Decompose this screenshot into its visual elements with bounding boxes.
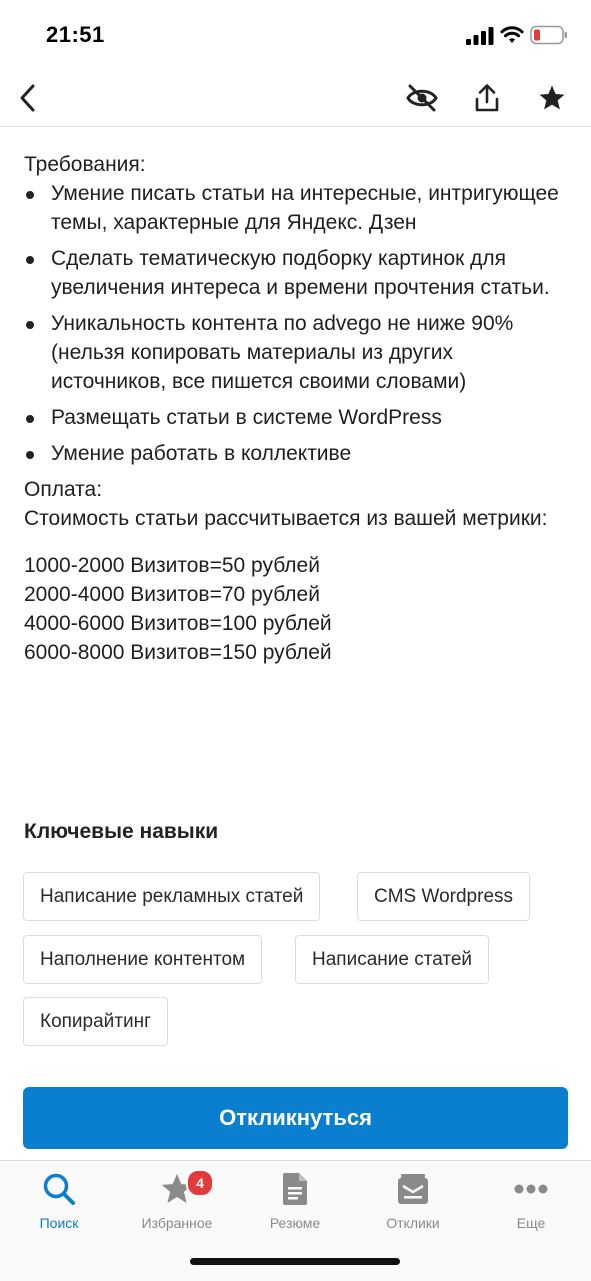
tab-more[interactable]: [476, 1169, 586, 1239]
skill-chip[interactable]: CMS Wordpress: [357, 872, 530, 921]
share-icon: [474, 83, 500, 113]
list-item: Размещать статьи в системе WordPress: [24, 403, 569, 432]
list-item: Сделать тематическую подборку картинок для увеличения интереса и времени прочтения статьи.: [24, 244, 569, 302]
back-button[interactable]: [8, 78, 48, 118]
list-item: Умение работать в коллективе: [24, 439, 569, 468]
tab-favorites[interactable]: [122, 1169, 232, 1239]
rate-line: 4000-6000 Визитов=100 рублей: [24, 612, 332, 635]
inbox-icon: [396, 1172, 430, 1206]
list-item: Уникальность контента по advego не ниже 90% (нельзя копировать материалы из других источников, все пишется своими словами): [24, 309, 569, 396]
nav-bar: [0, 70, 591, 127]
favorite-button[interactable]: [532, 78, 572, 118]
tab-label: Поиск: [39, 1215, 79, 1231]
home-indicator: [190, 1258, 400, 1265]
skill-chip[interactable]: Наполнение контентом: [23, 935, 262, 984]
document-icon: [281, 1172, 309, 1206]
status-bar: [0, 0, 591, 70]
star-icon: [538, 84, 566, 112]
rates-list: [24, 551, 569, 667]
vacancy-description: [24, 150, 569, 667]
rate-line: 6000-8000 Визитов=150 рублей: [24, 641, 332, 664]
skill-chip[interactable]: Написание рекламных статей: [23, 872, 320, 921]
tab-label: Отклики: [386, 1215, 440, 1231]
tab-resume[interactable]: [240, 1169, 350, 1239]
chevron-left-icon: [17, 83, 39, 113]
skill-chip[interactable]: Написание статей: [295, 935, 489, 984]
respond-button[interactable]: Откликнуться: [23, 1087, 568, 1149]
hide-vacancy-button[interactable]: [402, 78, 442, 118]
share-button[interactable]: [467, 78, 507, 118]
rate-line: 2000-4000 Визитов=70 рублей: [24, 583, 320, 606]
more-icon: [513, 1183, 549, 1195]
tab-label: Резюме: [269, 1215, 321, 1231]
requirements-list: [24, 179, 569, 468]
battery-icon: [530, 25, 568, 45]
rate-line: 1000-2000 Визитов=50 рублей: [24, 554, 320, 577]
search-icon: [42, 1172, 76, 1206]
requirements-title: Требования:: [24, 153, 146, 176]
payment-title: Оплата:: [24, 478, 103, 501]
status-time: 21:51: [46, 22, 105, 47]
tab-label: Избранное: [141, 1215, 213, 1231]
tab-label: Еще: [516, 1215, 546, 1231]
list-item: Умение писать статьи на интересные, интригующее темы, характерные для Яндекс. Дзен: [24, 179, 569, 237]
favorites-count-badge: 4: [186, 1169, 214, 1197]
payment-description: Стоимость статьи рассчитывается из вашей метрики:: [24, 507, 548, 530]
signal-icon: [466, 27, 494, 45]
eye-off-icon: [406, 84, 438, 112]
tab-responses[interactable]: [358, 1169, 468, 1239]
skill-chip[interactable]: Копирайтинг: [23, 997, 168, 1046]
key-skills-title: Ключевые навыки: [24, 820, 219, 843]
tab-search[interactable]: [4, 1169, 114, 1239]
wifi-icon: [500, 25, 524, 45]
